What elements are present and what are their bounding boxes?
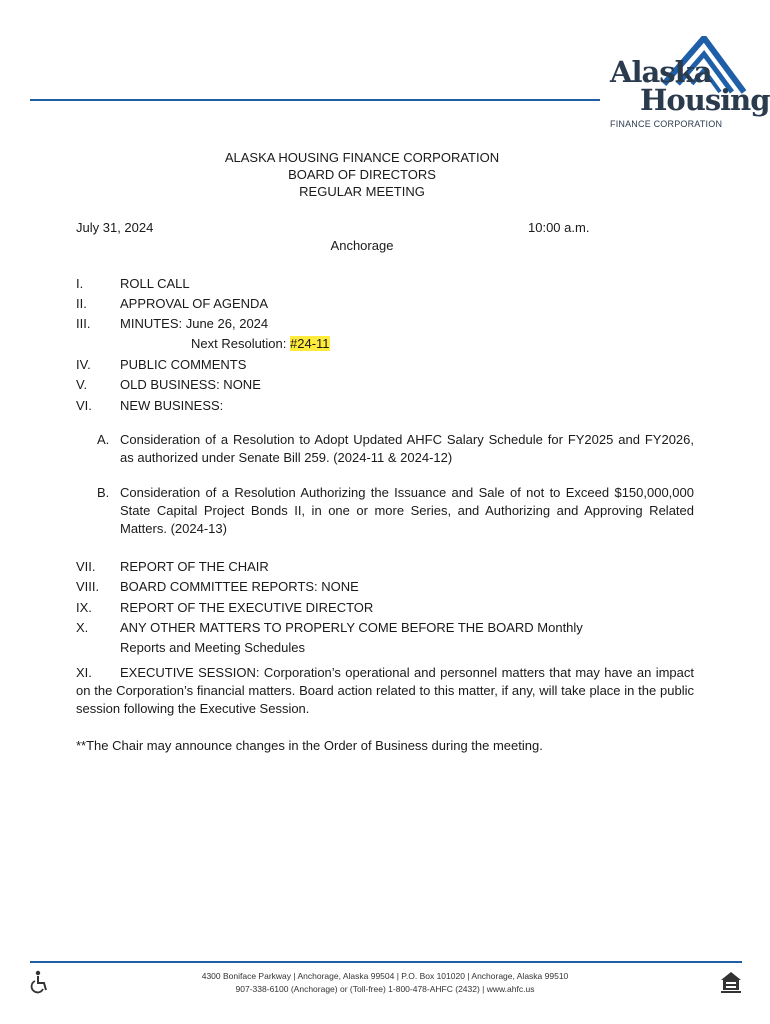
new-business-item-a: Consideration of a Resolution to Adopt Updated AHFC Salary Schedule for FY2025 and FY2026, as authorized under Senate Bill 259. (2024-11 & 2024-12)	[120, 432, 694, 465]
footer-address: 4300 Boniface Parkway | Anchorage, Alaska 99504 | P.O. Box 101020 | Anchorage, Alaska 99510	[201, 971, 569, 981]
approval-of-agenda: APPROVAL OF AGENDA	[120, 296, 269, 311]
header-rule	[30, 99, 600, 101]
new-business: NEW BUSINESS:	[120, 398, 224, 413]
footer-rule	[30, 961, 742, 963]
org-title: ALASKA HOUSING FINANCE CORPORATION	[224, 150, 500, 165]
meeting-title: REGULAR MEETING	[299, 184, 425, 199]
meeting-time: 10:00 a.m.	[528, 220, 590, 235]
old-business: OLD BUSINESS: NONE	[120, 377, 261, 392]
public-comments: PUBLIC COMMENTS	[120, 357, 247, 372]
roll-call: ROLL CALL	[120, 276, 190, 291]
item-number: III.	[76, 316, 91, 331]
logo-line2: Housing	[640, 83, 770, 117]
order-of-business-note: **The Chair may announce changes in the Order of Business during the meeting.	[76, 738, 543, 753]
item-number: VIII.	[76, 579, 100, 594]
item-number: VII.	[76, 559, 96, 574]
report-of-chair: REPORT OF THE CHAIR	[120, 559, 269, 574]
committee-reports: BOARD COMMITTEE REPORTS: NONE	[120, 579, 359, 594]
logo-line1: Alaska	[610, 55, 712, 89]
item-number: XI.	[76, 665, 92, 680]
next-resolution	[191, 336, 330, 351]
equal-housing-icon	[720, 970, 742, 994]
other-matters-continued: Reports and Meeting Schedules	[120, 640, 306, 655]
meeting-location: Anchorage	[330, 238, 394, 253]
meeting-date: July 31, 2024	[76, 220, 154, 235]
sub-item-letter: A.	[97, 432, 110, 447]
next-resolution-value: #24-11	[290, 336, 330, 351]
item-number: IX.	[76, 600, 92, 615]
new-business-item-b: Consideration of a Resolution Authorizing the Issuance and Sale of not to Exceed $150,000,000 State Capital Project Bonds II, in one or more Series, and Authorizing and Approving Related Matters. (2024-13)	[120, 485, 694, 536]
item-number: I.	[76, 276, 84, 291]
item-number: II.	[76, 296, 87, 311]
sub-item-letter: B.	[97, 485, 110, 500]
accessibility-icon	[30, 970, 50, 994]
footer-contact: 907-338-6100 (Anchorage) or (Toll-free) 1-800-478-AHFC (2432) | www.ahfc.us	[235, 984, 535, 994]
board-title: BOARD OF DIRECTORS	[288, 167, 436, 182]
item-number: IV.	[76, 357, 91, 372]
minutes: MINUTES: June 26, 2024	[120, 316, 269, 331]
logo-line3: FINANCE CORPORATION	[610, 119, 723, 129]
item-number: V.	[76, 377, 88, 392]
item-number: VI.	[76, 398, 92, 413]
executive-session: EXECUTIVE SESSION: Corporation’s operational and personnel matters that may have an impact on the Corporation’s financial matters. Board action related to this matter, if any, will take place in the public session following the Executive Session.	[76, 665, 694, 716]
report-of-executive-director: REPORT OF THE EXECUTIVE DIRECTOR	[120, 600, 374, 615]
other-matters: ANY OTHER MATTERS TO PROPERLY COME BEFORE THE BOARD Monthly	[120, 620, 583, 635]
next-resolution-label: Next Resolution:	[191, 336, 290, 351]
ahfc-logo	[604, 36, 770, 132]
item-number: X.	[76, 620, 89, 635]
